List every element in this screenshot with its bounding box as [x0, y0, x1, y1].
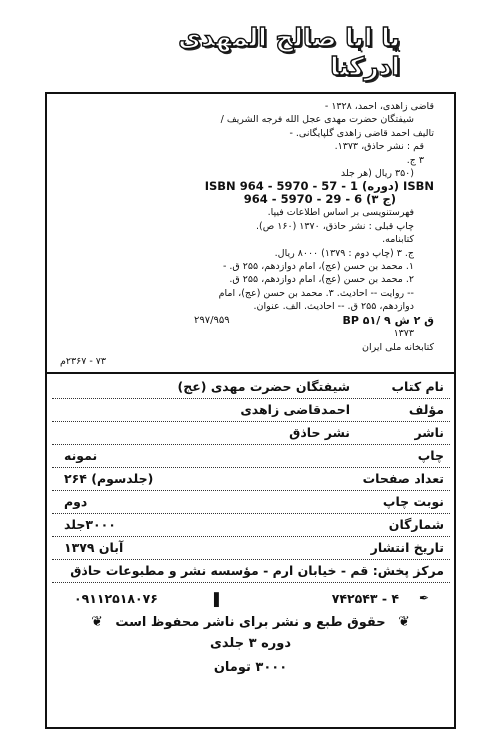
detail-label: مؤلف [408, 402, 444, 417]
cip-line: کتابنامه. [382, 234, 414, 246]
set-info: دوره ۳ جلدی [209, 636, 291, 651]
detail-row-date [52, 537, 450, 560]
pen-icon: ✒ [418, 591, 429, 605]
cip-line: چاپ قبلی : نشر حاذق، ۱۳۷۰ (۱۶۰ ص). [256, 220, 414, 232]
detail-value: ۳۰۰۰جلد [64, 517, 116, 532]
isbn-line: 964 - 5970 - 29 - 6 (ج ۳) [243, 193, 396, 207]
library-reference-number: ۷۳ - ۲۳۶۷م [60, 356, 106, 367]
copyright-notice [45, 614, 456, 630]
cip-line: قاضی زاهدی، احمد، ۱۳۲۸ - [324, 101, 434, 112]
detail-row-pages [52, 468, 450, 491]
copyright-text: حقوق طبع و نشر برای ناشر محفوظ است [115, 615, 386, 630]
detail-value: آبان ۱۳۷۹ [64, 540, 124, 555]
detail-value: احمدقاضی زاهدی [240, 402, 350, 417]
cip-line: -- روایت -- احادیث. ۳. محمد بن حسن (عج)، امام [218, 287, 414, 299]
ornament-icon: ❦ [398, 614, 410, 630]
detail-row-distribution [52, 560, 450, 583]
detail-row-author [52, 399, 450, 422]
detail-label: تعداد صفحات [362, 471, 444, 486]
isbn-line: ISBN 964 - 5970 - 57 - 1 (دوره) ISBN [204, 180, 434, 194]
banner-title: یا ابا صالح المهدی ادرکنا [178, 23, 400, 81]
detail-value: نمونه [64, 448, 98, 463]
price: ۳۰۰۰ تومان [213, 660, 288, 675]
detail-label: نوبت چاپ [382, 494, 444, 509]
detail-row-print [52, 445, 450, 468]
book-details [52, 376, 450, 583]
mobile-number: ۰۹۱۱۲۵۱۸۰۷۶ [74, 591, 158, 606]
header-banner [100, 23, 400, 81]
cataloging-block [94, 100, 434, 354]
cip-line: ۳ ج. [406, 154, 424, 166]
detail-value: (جلدسوم) ۲۶۴ [64, 471, 154, 486]
ornament-icon: ❦ [91, 614, 103, 630]
library-name: کتابخانه ملی ایران [361, 341, 434, 353]
detail-row-edition [52, 491, 450, 514]
phone-row [74, 591, 429, 611]
detail-label: شمارگان [388, 517, 444, 532]
cip-line: ۱. محمد بن حسن (عج)، امام دوازدهم، ۲۵۵ ق. - [222, 261, 414, 273]
section-divider [45, 372, 456, 374]
cip-year: ۱۳۷۳ [393, 328, 414, 340]
distribution-text: مرکز پخش: قم - خیابان ارم - مؤسسه نشر و مطبوعات حاذق [70, 563, 444, 578]
cip-line: قم : نشر حاذق، ۱۳۷۳. [334, 141, 424, 153]
cip-line: شیفتگان حضرت مهدی عجل الله فرجه الشریف / [220, 114, 414, 126]
cip-line: تالیف احمد قاضی زاهدی گلپایگانی. - [289, 127, 434, 139]
detail-label: ناشر [414, 425, 444, 440]
dewey-number: ۲۹۷/۹۵۹ [194, 314, 230, 326]
cip-line: ۲. محمد بن حسن (عج)، امام دوازدهم، ۲۵۵ ق. [229, 274, 414, 286]
call-number-row [194, 314, 434, 327]
detail-value: شیفتگان حضرت مهدی (عج) [177, 379, 350, 394]
separator-bar: ▌ [214, 592, 224, 607]
detail-label: تاریخ انتشار [370, 540, 444, 555]
detail-row-publisher [52, 422, 450, 445]
detail-label: نام کتاب [391, 379, 444, 394]
cip-line: (۳۵۰ ریال (هر جلد [340, 168, 414, 180]
detail-row-title [52, 376, 450, 399]
cip-line: ج. ۳ (چاپ دوم : ۱۳۷۹) ۸۰۰۰ ریال. [274, 247, 414, 259]
detail-value: نشر حاذق [289, 425, 350, 440]
cip-line: دوازدهم، ۲۵۵ ق. -- احادیث. الف. عنوان. [253, 301, 414, 313]
detail-row-copies [52, 514, 450, 537]
lc-number: BP ۵۱/ ق ۲ ش ۹ [342, 313, 434, 327]
detail-value: دوم [64, 494, 88, 509]
phone-number: ۷۴۲۵۴۳ - ۴ [331, 591, 399, 606]
detail-label: چاپ [417, 448, 444, 463]
cip-line: فهرستنویسی بر اساس اطلاعات فیپا. [267, 207, 414, 219]
